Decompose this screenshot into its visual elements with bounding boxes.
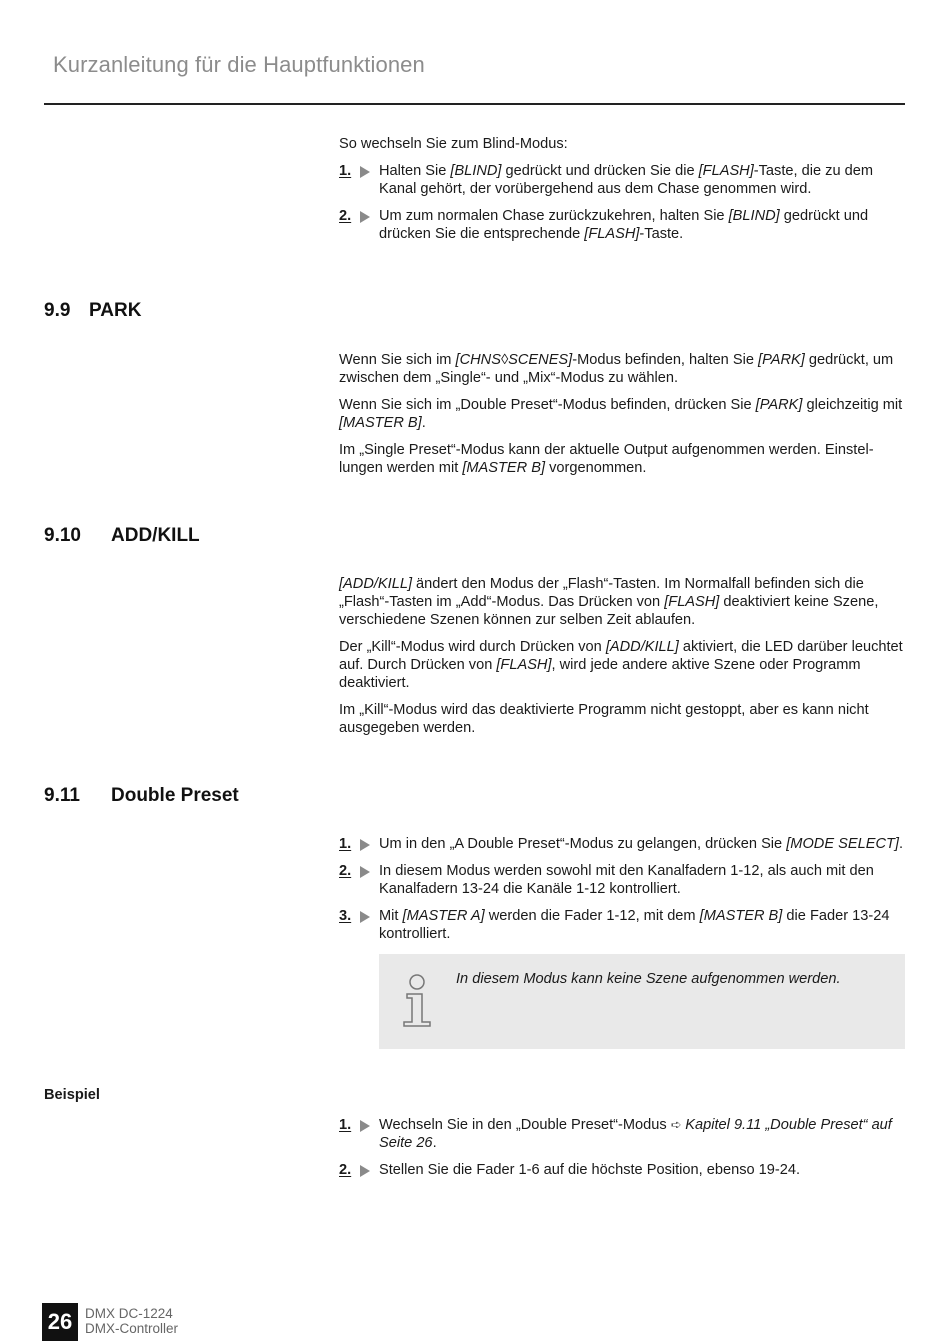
paragraph: Wenn Sie sich im „Double Preset“-Modus befinden, drücken Sie [PARK] gleichzeitig mit [MASTER B]. xyxy=(339,397,903,431)
page-header-title: Kurzanleitung für die Hauptfunktionen xyxy=(53,52,425,77)
double-preset-block xyxy=(339,835,905,943)
step-text: Um zum normalen Chase zurückzukehren, halten Sie xyxy=(379,208,729,224)
example-heading: Beispiel xyxy=(44,1087,100,1103)
section-number: 9.11 xyxy=(44,785,80,806)
section-heading-add-kill xyxy=(44,525,200,547)
header-divider xyxy=(44,103,905,105)
paragraph: Im „Single Preset“-Modus kann der aktuelle Output aufgenommen werden. Einstellungen werden mit [MASTER B] vorgenommen. xyxy=(339,442,874,476)
step-number: 1. xyxy=(339,163,352,179)
section-number: 9.9 xyxy=(44,300,71,321)
step-number: 2. xyxy=(339,1162,352,1178)
footer-product-info xyxy=(85,1306,178,1336)
step-number: 2. xyxy=(339,863,352,879)
step-text: Halten Sie xyxy=(379,163,451,179)
paragraph: Wenn Sie sich im [CHNS◊SCENES]-Modus befinden, halten Sie [PARK] gedrückt, um zwischen dem „Single“- und „Mix“-Modus zu wählen. xyxy=(339,352,894,386)
add-kill-block xyxy=(339,575,905,737)
key-label: [FLASH] xyxy=(584,226,640,242)
list-item: 1. Wechseln Sie in den „Double Preset“-Modus ➪ Kapitel 9.11 „Double Preset“ auf Seite 26. xyxy=(339,1117,892,1151)
step-text: -Taste, die zu dem Kanal gehört, der vorübergehend aus dem Chase genommen wird. xyxy=(379,163,874,197)
blind-intro: So wechseln Sie zum Blind-Modus: xyxy=(339,136,568,152)
arrow-icon xyxy=(360,211,370,223)
footer-model: DMX DC-1224 xyxy=(85,1306,173,1321)
list-item xyxy=(339,162,905,198)
info-note xyxy=(379,954,905,1049)
key-label: [BLIND] xyxy=(728,208,780,224)
arrow-icon xyxy=(360,1120,370,1132)
arrow-icon xyxy=(360,911,370,923)
list-item: 3. Mit [MASTER A] werden die Fader 1-12, mit dem [MASTER B] die Fader 13-24 kontrolliert. xyxy=(339,908,890,942)
step-text: gedrückt und drücken Sie die entsprechende xyxy=(379,208,869,242)
paragraph: Im „Kill“-Modus wird das deaktivierte Programm nicht gestoppt, aber es kann nicht ausgegeben werden. xyxy=(339,702,869,736)
step-text: -Taste. xyxy=(639,226,684,242)
reference-arrow-icon: ➪ xyxy=(670,1117,686,1132)
example-block xyxy=(339,1116,905,1179)
key-label: [BLIND] xyxy=(450,163,502,179)
key-label: [FLASH] xyxy=(698,163,754,179)
blind-mode-block xyxy=(339,135,905,243)
section-number: 9.10 xyxy=(44,525,81,546)
info-icon xyxy=(401,974,433,1028)
arrow-icon xyxy=(360,866,370,878)
list-item xyxy=(339,207,905,243)
step-number: 2. xyxy=(339,208,352,224)
section-heading-park xyxy=(44,300,141,322)
arrow-icon xyxy=(360,1165,370,1177)
section-title: Double Preset xyxy=(111,785,239,806)
arrow-icon xyxy=(360,839,370,851)
step-text: gedrückt und drücken Sie die xyxy=(501,163,699,179)
section-title: ADD/KILL xyxy=(111,525,200,546)
step-number: 1. xyxy=(339,836,352,852)
footer-product-type: DMX-Controller xyxy=(85,1321,179,1336)
chapter-reference-link[interactable]: Kapitel 9.11 „Double Preset“ auf Seite 26 xyxy=(379,1117,892,1151)
list-item: 1. Um in den „A Double Preset“-Modus zu gelangen, drücken Sie [MODE SELECT]. xyxy=(339,836,904,852)
paragraph: [ADD/KILL] ändert den Modus der „Flash“-Tasten. Im Normalfall befinden sich die „Flash“-Tasten im „Add“-Modus. Das Drücken von [FLASH] deaktiviert keine Szene, verschiedene Szenen können zur selben Zeit ablaufen. xyxy=(339,576,879,628)
page-number: 26 xyxy=(42,1303,78,1341)
section-title: PARK xyxy=(89,300,142,321)
section-heading-double-preset xyxy=(44,785,239,807)
note-text: In diesem Modus kann keine Szene aufgenommen werden. xyxy=(456,971,841,987)
paragraph: Der „Kill“-Modus wird durch Drücken von [ADD/KILL] aktiviert, die LED darüber leuchtet auf. Durch Drücken von [FLASH], wird jede andere aktive Szene oder Programm deaktiviert. xyxy=(339,639,903,691)
step-number: 3. xyxy=(339,908,352,924)
list-item: 2. In diesem Modus werden sowohl mit den Kanalfadern 1-12, als auch mit den Kanalfadern 13-24 die Kanäle 1-12 kontrolliert. xyxy=(339,863,874,897)
list-item: 2. Stellen Sie die Fader 1-6 auf die höchste Position, ebenso 19-24. xyxy=(339,1162,801,1178)
arrow-icon xyxy=(360,166,370,178)
park-block xyxy=(339,351,905,477)
step-number: 1. xyxy=(339,1117,352,1133)
